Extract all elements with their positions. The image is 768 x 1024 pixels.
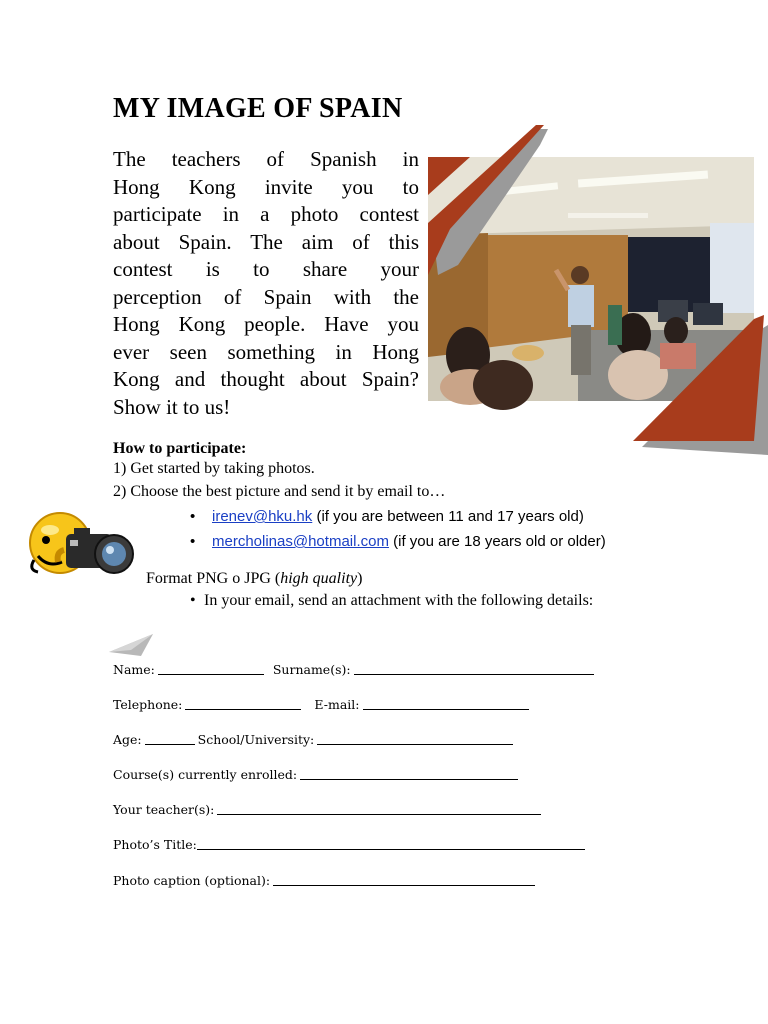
age-field[interactable] [145,732,195,745]
name-field[interactable] [158,662,264,675]
intro-line: perception of Spain with the [113,284,419,309]
intro-line: contest is to share your [113,257,419,281]
intro-paragraph [113,146,419,421]
intro-line: ever seen something in Hong [113,339,419,364]
teacher-label: Your teacher(s): [113,802,215,817]
email-note: (if you are 18 years old or older) [388,533,606,550]
page-title: MY IMAGE OF SPAIN [113,93,403,124]
school-field[interactable] [317,732,513,745]
email-link-mercholinas[interactable]: mercholinas@hotmail.com [212,533,389,550]
format-line [146,570,362,588]
form-row-photo-title [113,837,588,852]
form-row-course [113,767,521,782]
caption-field[interactable] [273,873,535,886]
school-label: School/University: [197,732,315,747]
photo-title-field[interactable] [197,837,585,850]
surname-label: Surname(s): [272,662,351,677]
form-row-telephone [113,697,532,712]
name-label: Name: [113,662,155,677]
classroom-photo-collage [428,125,768,455]
course-field[interactable] [300,767,518,780]
photo-title-label: Photo’s Title: [113,837,197,852]
attachment-text: In your email, send an attachment with the following details: [204,592,594,609]
step-1: 1) Get started by taking photos. [113,460,315,477]
form-row-name [113,662,597,677]
intro-line: Hong Kong invite you to [113,174,419,199]
surname-field[interactable] [354,662,594,675]
intro-line: The teachers of Spanish in [113,147,419,171]
bullet: • [190,592,196,609]
intro-line: about Spain. The aim of this [113,229,419,254]
smiley-camera-icon [26,510,138,580]
telephone-field[interactable] [185,697,301,710]
intro-line: Hong Kong people. Have you [113,312,419,336]
format-suffix: ) [357,570,363,587]
intro-line: Show it to us! [113,394,231,419]
how-to-heading: How to participate: [113,440,247,457]
classroom-photo [428,125,768,455]
course-label: Course(s) currently enrolled: [113,767,298,782]
age-label: Age: [113,732,142,747]
form-row-age [113,732,516,747]
intro-line: Kong and thought about Spain? [113,367,419,391]
email-bullet-youth [190,508,584,525]
teacher-field[interactable] [217,802,541,815]
form-row-teacher [113,802,544,817]
email-bullet-adult [190,533,606,550]
paper-plane-icon [107,632,157,658]
email-label: E-mail: [314,697,360,712]
step-2: 2) Choose the best picture and send it by email to… [113,483,446,500]
caption-label: Photo caption (optional): [113,873,271,888]
attachment-instruction [190,592,593,610]
format-prefix: Format PNG o JPG ( [146,570,281,587]
bullet: • [190,508,196,525]
format-quality: high quality [280,570,358,587]
email-link-irenev[interactable]: irenev@hku.hk [212,508,313,525]
telephone-label: Telephone: [113,697,183,712]
bullet: • [190,533,196,550]
intro-line: participate in a photo contest [113,202,419,226]
form-row-caption [113,873,538,888]
email-note: (if you are between 11 and 17 years old) [312,508,584,525]
email-field[interactable] [363,697,529,710]
